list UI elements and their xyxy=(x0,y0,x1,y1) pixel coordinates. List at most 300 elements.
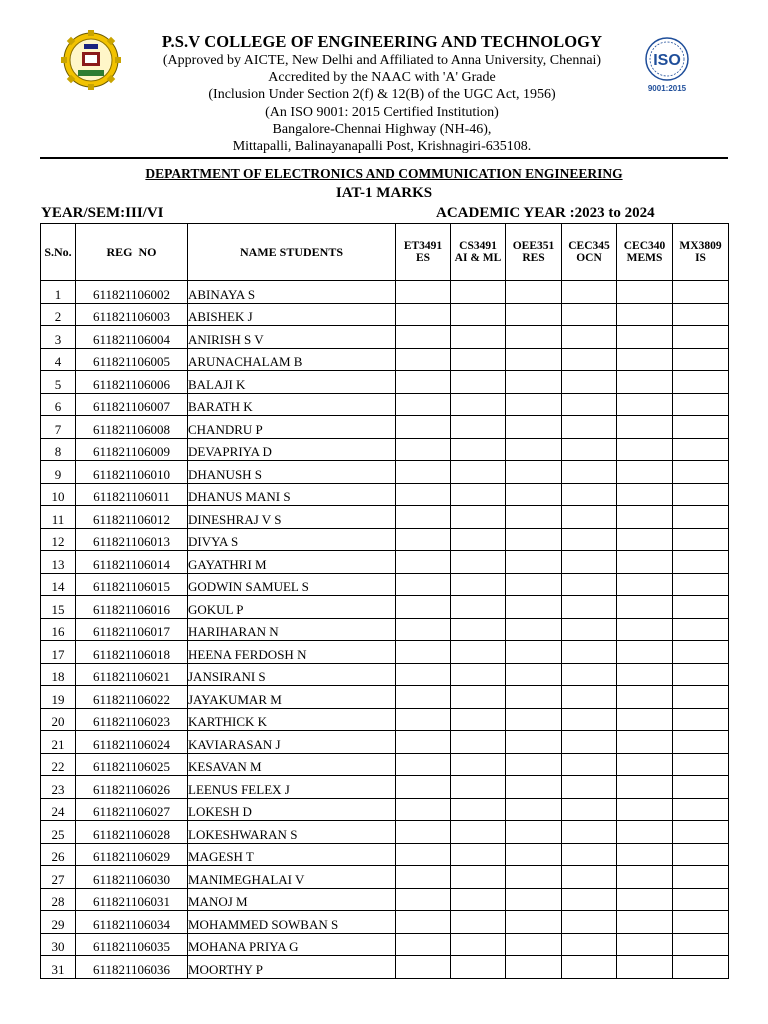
mark-cell xyxy=(617,506,673,529)
row-sno: 20 xyxy=(41,708,76,731)
mark-cell xyxy=(673,506,729,529)
mark-cell xyxy=(396,303,451,326)
row-sno: 31 xyxy=(41,956,76,979)
mark-cell xyxy=(562,798,617,821)
mark-cell xyxy=(451,776,506,799)
accreditation-line: Accredited by the NAAC with 'A' Grade xyxy=(268,70,496,86)
mark-cell xyxy=(451,596,506,619)
mark-cell xyxy=(451,798,506,821)
mark-cell xyxy=(617,618,673,641)
row-reg-no: 611821106007 xyxy=(76,393,188,416)
row-reg-no: 611821106003 xyxy=(76,303,188,326)
row-sno: 4 xyxy=(41,348,76,371)
mark-cell xyxy=(673,686,729,709)
mark-cell xyxy=(673,551,729,574)
row-reg-no: 611821106028 xyxy=(76,821,188,844)
mark-cell xyxy=(617,866,673,889)
mark-cell xyxy=(673,596,729,619)
mark-cell xyxy=(396,686,451,709)
mark-cell xyxy=(562,303,617,326)
mark-cell xyxy=(673,798,729,821)
mark-cell xyxy=(562,776,617,799)
row-student-name: LOKESHWARAN S xyxy=(188,821,396,844)
mark-cell xyxy=(506,326,562,349)
row-sno: 1 xyxy=(41,281,76,304)
mark-cell xyxy=(506,303,562,326)
row-student-name: MANIMEGHALAI V xyxy=(188,866,396,889)
row-student-name: KAVIARASAN J xyxy=(188,731,396,754)
mark-cell xyxy=(506,641,562,664)
mark-cell xyxy=(562,393,617,416)
mark-cell xyxy=(506,438,562,461)
academic-year: ACADEMIC YEAR :2023 to 2024 xyxy=(436,205,655,221)
row-sno: 22 xyxy=(41,753,76,776)
mark-cell xyxy=(673,956,729,979)
table-row xyxy=(41,888,729,911)
mark-cell xyxy=(396,663,451,686)
table-row xyxy=(41,393,729,416)
mark-cell xyxy=(673,326,729,349)
mark-cell xyxy=(506,573,562,596)
mark-cell xyxy=(506,866,562,889)
table-row xyxy=(41,348,729,371)
row-student-name: DINESHRAJ V S xyxy=(188,506,396,529)
row-sno: 30 xyxy=(41,933,76,956)
row-reg-no: 611821106031 xyxy=(76,888,188,911)
mark-cell xyxy=(673,438,729,461)
table-row xyxy=(41,528,729,551)
subject-short-name: IS xyxy=(695,252,706,264)
mark-cell xyxy=(451,933,506,956)
row-reg-no: 611821106022 xyxy=(76,686,188,709)
row-reg-no: 611821106016 xyxy=(76,596,188,619)
table-row xyxy=(41,461,729,484)
row-sno: 25 xyxy=(41,821,76,844)
row-student-name: KESAVAN M xyxy=(188,753,396,776)
mark-cell xyxy=(673,573,729,596)
mark-cell xyxy=(396,888,451,911)
mark-cell xyxy=(451,528,506,551)
row-student-name: GOKUL P xyxy=(188,596,396,619)
row-reg-no: 611821106004 xyxy=(76,326,188,349)
mark-cell xyxy=(451,731,506,754)
row-student-name: DEVAPRIYA D xyxy=(188,438,396,461)
year-semester: YEAR/SEM:III/VI xyxy=(41,205,164,221)
mark-cell xyxy=(506,528,562,551)
row-sno: 3 xyxy=(41,326,76,349)
mark-cell xyxy=(506,393,562,416)
mark-cell xyxy=(451,348,506,371)
subject-code: MX3809 xyxy=(679,240,722,252)
mark-cell xyxy=(506,911,562,934)
mark-cell xyxy=(617,888,673,911)
table-row xyxy=(41,843,729,866)
mark-cell xyxy=(396,843,451,866)
mark-cell xyxy=(451,326,506,349)
table-row xyxy=(41,506,729,529)
mark-cell xyxy=(396,483,451,506)
mark-cell xyxy=(506,686,562,709)
header-reg-no: REG NO xyxy=(76,224,188,281)
marks-table-body xyxy=(41,281,729,979)
header-subject-3 xyxy=(506,224,562,281)
mark-cell xyxy=(506,888,562,911)
subject-short-name: ES xyxy=(415,252,431,264)
header-name: NAME STUDENTS xyxy=(188,224,396,281)
mark-cell xyxy=(617,573,673,596)
svg-text:9001:2015: 9001:2015 xyxy=(647,84,687,93)
row-student-name: KARTHICK K xyxy=(188,708,396,731)
exam-title: IAT-1 MARKS xyxy=(335,185,433,201)
table-row xyxy=(41,933,729,956)
row-sno: 8 xyxy=(41,438,76,461)
mark-cell xyxy=(617,843,673,866)
mark-cell xyxy=(506,821,562,844)
mark-cell xyxy=(396,281,451,304)
row-reg-no: 611821106012 xyxy=(76,506,188,529)
mark-cell xyxy=(506,708,562,731)
row-sno: 29 xyxy=(41,911,76,934)
row-reg-no: 611821106002 xyxy=(76,281,188,304)
table-row xyxy=(41,753,729,776)
mark-cell xyxy=(396,776,451,799)
row-reg-no: 611821106009 xyxy=(76,438,188,461)
mark-cell xyxy=(617,686,673,709)
mark-cell xyxy=(562,686,617,709)
row-student-name: JANSIRANI S xyxy=(188,663,396,686)
mark-cell xyxy=(396,573,451,596)
table-row xyxy=(41,596,729,619)
mark-cell xyxy=(451,843,506,866)
mark-cell xyxy=(396,393,451,416)
row-reg-no: 611821106027 xyxy=(76,798,188,821)
mark-cell xyxy=(562,911,617,934)
header-divider xyxy=(40,157,728,159)
mark-cell xyxy=(617,326,673,349)
table-row xyxy=(41,551,729,574)
table-row xyxy=(41,686,729,709)
mark-cell xyxy=(617,528,673,551)
row-sno: 7 xyxy=(41,416,76,439)
mark-cell xyxy=(506,371,562,394)
mark-cell xyxy=(396,551,451,574)
row-reg-no: 611821106011 xyxy=(76,483,188,506)
row-reg-no: 611821106010 xyxy=(76,461,188,484)
row-reg-no: 611821106017 xyxy=(76,618,188,641)
row-student-name: DHANUSH S xyxy=(188,461,396,484)
mark-cell xyxy=(396,506,451,529)
row-sno: 16 xyxy=(41,618,76,641)
mark-cell xyxy=(673,618,729,641)
mark-cell xyxy=(562,348,617,371)
mark-cell xyxy=(396,866,451,889)
mark-cell xyxy=(617,596,673,619)
mark-cell xyxy=(673,663,729,686)
college-emblem-icon xyxy=(58,30,124,90)
mark-cell xyxy=(396,596,451,619)
row-reg-no: 611821106024 xyxy=(76,731,188,754)
iso-line: (An ISO 9001: 2015 Certified Institution) xyxy=(265,104,499,120)
mark-cell xyxy=(673,348,729,371)
mark-cell xyxy=(396,956,451,979)
mark-cell xyxy=(562,821,617,844)
table-row xyxy=(41,573,729,596)
iso-certification-logo-icon xyxy=(636,36,698,94)
mark-cell xyxy=(617,483,673,506)
table-row xyxy=(41,618,729,641)
mark-cell xyxy=(617,303,673,326)
mark-cell xyxy=(396,753,451,776)
mark-cell xyxy=(673,911,729,934)
department-title: DEPARTMENT OF ELECTRONICS AND COMMUNICATION ENGINEERING xyxy=(145,166,623,181)
row-reg-no: 611821106006 xyxy=(76,371,188,394)
mark-cell xyxy=(451,708,506,731)
mark-cell xyxy=(562,731,617,754)
mark-cell xyxy=(506,618,562,641)
table-row xyxy=(41,776,729,799)
subject-code: CEC345 xyxy=(568,240,610,252)
mark-cell xyxy=(673,483,729,506)
row-student-name: LOKESH D xyxy=(188,798,396,821)
mark-cell xyxy=(396,798,451,821)
table-row xyxy=(41,708,729,731)
row-student-name: GODWIN SAMUEL S xyxy=(188,573,396,596)
college-address-block xyxy=(128,32,636,155)
mark-cell xyxy=(506,506,562,529)
subject-code: CEC340 xyxy=(623,240,666,252)
mark-cell xyxy=(451,866,506,889)
mark-cell xyxy=(617,731,673,754)
mark-cell xyxy=(673,753,729,776)
row-reg-no: 611821106013 xyxy=(76,528,188,551)
table-row xyxy=(41,303,729,326)
mark-cell xyxy=(673,393,729,416)
approval-line: (Approved by AICTE, New Delhi and Affiliated to Anna University, Chennai) xyxy=(162,53,602,68)
mark-cell xyxy=(396,461,451,484)
row-sno: 15 xyxy=(41,596,76,619)
table-row xyxy=(41,326,729,349)
mark-cell xyxy=(617,708,673,731)
mark-cell xyxy=(506,551,562,574)
mark-cell xyxy=(617,371,673,394)
header-subject-5 xyxy=(617,224,673,281)
row-sno: 5 xyxy=(41,371,76,394)
row-reg-no: 611821106034 xyxy=(76,911,188,934)
mark-cell xyxy=(396,618,451,641)
row-reg-no: 611821106026 xyxy=(76,776,188,799)
row-sno: 9 xyxy=(41,461,76,484)
table-row xyxy=(41,956,729,979)
mark-cell xyxy=(396,731,451,754)
mark-cell xyxy=(506,933,562,956)
mark-cell xyxy=(617,551,673,574)
row-sno: 18 xyxy=(41,663,76,686)
mark-cell xyxy=(451,618,506,641)
mark-cell xyxy=(396,708,451,731)
row-reg-no: 611821106035 xyxy=(76,933,188,956)
mark-cell xyxy=(617,753,673,776)
mark-cell xyxy=(617,461,673,484)
table-header-row xyxy=(41,224,729,281)
mark-cell xyxy=(562,956,617,979)
row-reg-no: 611821106015 xyxy=(76,573,188,596)
subject-code: OEE351 xyxy=(512,240,555,252)
row-student-name: HEENA FERDOSH N xyxy=(188,641,396,664)
mark-cell xyxy=(562,933,617,956)
mark-cell xyxy=(506,731,562,754)
mark-cell xyxy=(673,776,729,799)
mark-cell xyxy=(506,843,562,866)
mark-cell xyxy=(451,303,506,326)
row-sno: 19 xyxy=(41,686,76,709)
mark-cell xyxy=(451,821,506,844)
mark-cell xyxy=(562,506,617,529)
row-reg-no: 611821106025 xyxy=(76,753,188,776)
mark-cell xyxy=(562,281,617,304)
mark-cell xyxy=(562,888,617,911)
mark-cell xyxy=(506,956,562,979)
row-sno: 23 xyxy=(41,776,76,799)
row-sno: 11 xyxy=(41,506,76,529)
mark-cell xyxy=(451,438,506,461)
table-row xyxy=(41,911,729,934)
mark-cell xyxy=(562,483,617,506)
mark-cell xyxy=(673,303,729,326)
address-line-2: Mittapalli, Balinayanapalli Post, Krishnagiri-635108. xyxy=(232,139,532,155)
mark-cell xyxy=(451,663,506,686)
row-sno: 13 xyxy=(41,551,76,574)
row-sno: 28 xyxy=(41,888,76,911)
row-sno: 26 xyxy=(41,843,76,866)
mark-cell xyxy=(617,348,673,371)
mark-cell xyxy=(396,933,451,956)
row-student-name: ARUNACHALAM B xyxy=(188,348,396,371)
mark-cell xyxy=(396,416,451,439)
mark-cell xyxy=(451,461,506,484)
row-student-name: MOORTHY P xyxy=(188,956,396,979)
mark-cell xyxy=(562,573,617,596)
document-header xyxy=(0,0,768,160)
mark-cell xyxy=(451,753,506,776)
mark-cell xyxy=(451,371,506,394)
header-subject-2 xyxy=(451,224,506,281)
mark-cell xyxy=(506,416,562,439)
subject-code: ET3491 xyxy=(403,240,443,252)
header-subject-6 xyxy=(673,224,729,281)
college-name: P.S.V COLLEGE OF ENGINEERING AND TECHNOLOGY xyxy=(161,32,603,51)
row-student-name: MAGESH T xyxy=(188,843,396,866)
mark-cell xyxy=(451,281,506,304)
row-sno: 21 xyxy=(41,731,76,754)
mark-cell xyxy=(451,393,506,416)
mark-cell xyxy=(506,798,562,821)
subject-short-name: OCN xyxy=(576,252,602,264)
header-subject-4 xyxy=(562,224,617,281)
row-student-name: LEENUS FELEX J xyxy=(188,776,396,799)
mark-cell xyxy=(562,461,617,484)
mark-cell xyxy=(617,933,673,956)
row-reg-no: 611821106008 xyxy=(76,416,188,439)
row-sno: 10 xyxy=(41,483,76,506)
mark-cell xyxy=(396,438,451,461)
row-sno: 12 xyxy=(41,528,76,551)
subject-short-name: RES xyxy=(522,252,545,264)
row-student-name: ANIRISH S V xyxy=(188,326,396,349)
mark-cell xyxy=(673,281,729,304)
row-student-name: BALAJI K xyxy=(188,371,396,394)
mark-cell xyxy=(396,348,451,371)
row-student-name: DHANUS MANI S xyxy=(188,483,396,506)
marks-table xyxy=(40,223,729,979)
mark-cell xyxy=(506,461,562,484)
table-row xyxy=(41,798,729,821)
subject-short-name: MEMS xyxy=(626,252,663,264)
mark-cell xyxy=(451,573,506,596)
mark-cell xyxy=(562,641,617,664)
mark-cell xyxy=(506,348,562,371)
mark-cell xyxy=(451,506,506,529)
row-sno: 17 xyxy=(41,641,76,664)
row-student-name: GAYATHRI M xyxy=(188,551,396,574)
row-reg-no: 611821106005 xyxy=(76,348,188,371)
mark-cell xyxy=(673,708,729,731)
row-reg-no: 611821106014 xyxy=(76,551,188,574)
header-subject-1 xyxy=(396,224,451,281)
mark-cell xyxy=(562,618,617,641)
mark-cell xyxy=(451,416,506,439)
mark-cell xyxy=(673,821,729,844)
row-student-name: JAYAKUMAR M xyxy=(188,686,396,709)
mark-cell xyxy=(562,438,617,461)
mark-cell xyxy=(562,596,617,619)
row-reg-no: 611821106021 xyxy=(76,663,188,686)
row-student-name: MANOJ M xyxy=(188,888,396,911)
row-reg-no: 611821106018 xyxy=(76,641,188,664)
mark-cell xyxy=(396,326,451,349)
row-sno: 2 xyxy=(41,303,76,326)
mark-cell xyxy=(506,753,562,776)
mark-cell xyxy=(506,596,562,619)
mark-cell xyxy=(562,528,617,551)
subject-short-name: AI & ML xyxy=(454,252,502,264)
mark-cell xyxy=(451,911,506,934)
row-student-name: ABISHEK J xyxy=(188,303,396,326)
mark-cell xyxy=(673,731,729,754)
mark-cell xyxy=(396,821,451,844)
mark-cell xyxy=(617,393,673,416)
row-student-name: BARATH K xyxy=(188,393,396,416)
mark-cell xyxy=(673,416,729,439)
row-reg-no: 611821106029 xyxy=(76,843,188,866)
mark-cell xyxy=(562,708,617,731)
mark-cell xyxy=(673,866,729,889)
header-sno: S.No. xyxy=(41,224,76,281)
table-row xyxy=(41,438,729,461)
mark-cell xyxy=(396,641,451,664)
mark-cell xyxy=(617,821,673,844)
mark-cell xyxy=(562,416,617,439)
subject-code: CS3491 xyxy=(459,240,497,252)
mark-cell xyxy=(562,843,617,866)
mark-cell xyxy=(451,551,506,574)
ugc-line: (Inclusion Under Section 2(f) & 12(B) of the UGC Act, 1956) xyxy=(208,87,556,103)
address-line-1: Bangalore-Chennai Highway (NH-46), xyxy=(272,121,492,137)
mark-cell xyxy=(673,371,729,394)
mark-cell xyxy=(673,528,729,551)
table-row xyxy=(41,371,729,394)
table-row xyxy=(41,416,729,439)
mark-cell xyxy=(673,888,729,911)
